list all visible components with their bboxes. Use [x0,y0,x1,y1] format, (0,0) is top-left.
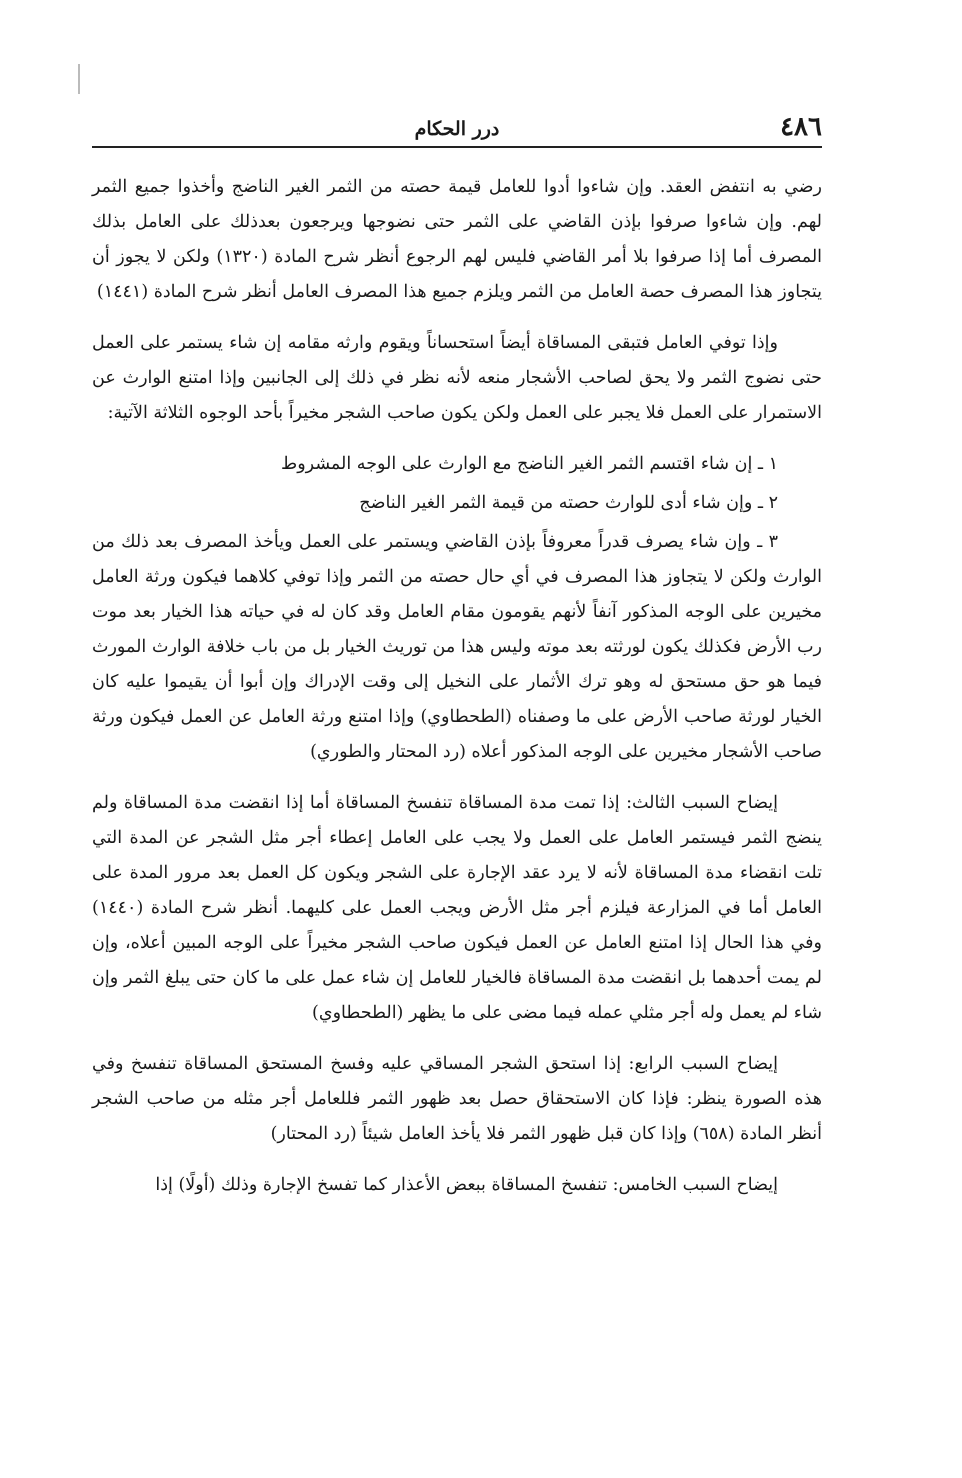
running-title: درر الحكام [414,118,500,140]
paragraph-continuation: رضي به انتفض العقد. وإن شاءوا أدوا للعامل قيمة حصته من الثمر الغير الناضج وأخذوا جميع الثمر لهم. وإن شاءوا صرفوا بإذن القاضي على الثمر حتى نضوجها ويرجعون بعدذلك على العامل بذلك المصرف أما إذا صرفوا بلا أمر القاضي فليس لهم الرجوع أنظر شرح المادة (١٣٢٠) ولكن لا يجوز أن يتجاوز هذا المصرف حصة العامل من الثمر ويلزم جميع هذا المصرف العامل أنظر شرح المادة (١٤٤١) [92,177,823,302]
page-header [92,112,822,148]
scan-edge-mark [78,64,80,94]
list-item-2: ٢ ـ وإن شاء أدى للوارث حصته من قيمة الثمر الغير الناضج [359,493,778,513]
paragraph-third-reason: إيضاح السبب الثالث: إذا تمت مدة المساقاة تنفسخ المساقاة أما إذا انقضت مدة المساقاة ولم ينضج الثمر فيستمر العامل على العمل ولا يجب على العامل إعطاء أجر مثل الشجر عن المدة التي تلت انقضاء مدة المساقاة لأنه لا يرد عقد الإجارة على الشجر ويكون كل العمل بعد مرور المدة على العامل أما في المزارعة فيلزم أجر مثل الأرض ويجب العمل على كليهما. أنظر شرح المادة (١٤٤٠) وفي هذا الحال إذا امتنع العامل عن العمل فيكون صاحب الشجر مخيراً على الوجه المبين أعلاه، وإن لم يمت أحدهما بل انقضت مدة المساقاة فالخيار للعامل إن شاء عمل على ما كان حتى يبلغ الثمر وإن شاء لم يعمل وله أجر مثلي عمله فيما مضى على ما يظهر (الطحطاوي) [92,793,822,1023]
paragraph-fifth-reason: إيضاح السبب الخامس: تنفسخ المساقاة ببعض الأعذار كما تفسخ الإجارة وذلك (أولًا) إذا [155,1175,778,1195]
list-item-1: ١ ـ إن شاء اقتسم الثمر الغير الناضج مع الوارث على الوجه المشروط [281,454,778,474]
list-item-3: ٣ ـ وإن شاء يصرف قدراً معروفاً بإذن القاضي ويستمر على العمل ويأخذ المصرف بعد ذلك من الوارث ولكن لا يتجاوز هذا المصرف في أي حال حصته من الثمر وإذا توفي كلاهما فيكون ورثة العامل مخيرين على الوجه المذكور آنفاً لأنهم يقومون مقام العامل وقد كان له في حياته هذا الخيار بعد موت رب الأرض فكذلك يكون لورثته بعد موته وليس هذا من توريث الخيار بل من باب خلافة الوارث المورث فيما هو حق مستحق له وهو ترك الأثمار على النخيل إلى وقت الإدراك وإن أبوا أن يقيموا عليه كان الخيار لورثة صاحب الأرض على ما وصفناه (الطحطاوي) وإذا امتنع ورثة العامل عن العمل فيكون ورثة صاحب الأشجار مخيرين على الوجه المذكور أعلاه (رد المحتار والطوري) [92,532,822,762]
body-text [92,170,822,1219]
paragraph-fourth-reason: إيضاح السبب الرابع: إذا استحق الشجر المساقي عليه وفسخ المستحق المساقاة تنفسخ وفي هذه الصورة ينظر: فإذا كان الاستحقاق حصل بعد ظهور الثمر فللعامل أجر مثله من صاحب الشجر أنظر المادة (٦٥٨) وإذا كان قبل ظهور الثمر فلا يأخذ العامل شيئاً (رد المحتار) [92,1054,822,1144]
paragraph-worker-death: وإذا توفي العامل فتبقى المساقاة أيضاً استحساناً ويقوم وارثه مقامه إن شاء يستمر على العمل حتى نضوج الثمر ولا يحق لصاحب الأشجار منعه لأنه نظر في ذلك إلى الجانبين وإذا امتنع الوارث عن الاستمرار على العمل فلا يجبر على العمل ولكن يكون صاحب الشجر مخيراً بأحد الوجوه الثلاثة الآتية: [92,333,822,423]
page-number: ٤٨٦ [780,112,822,142]
